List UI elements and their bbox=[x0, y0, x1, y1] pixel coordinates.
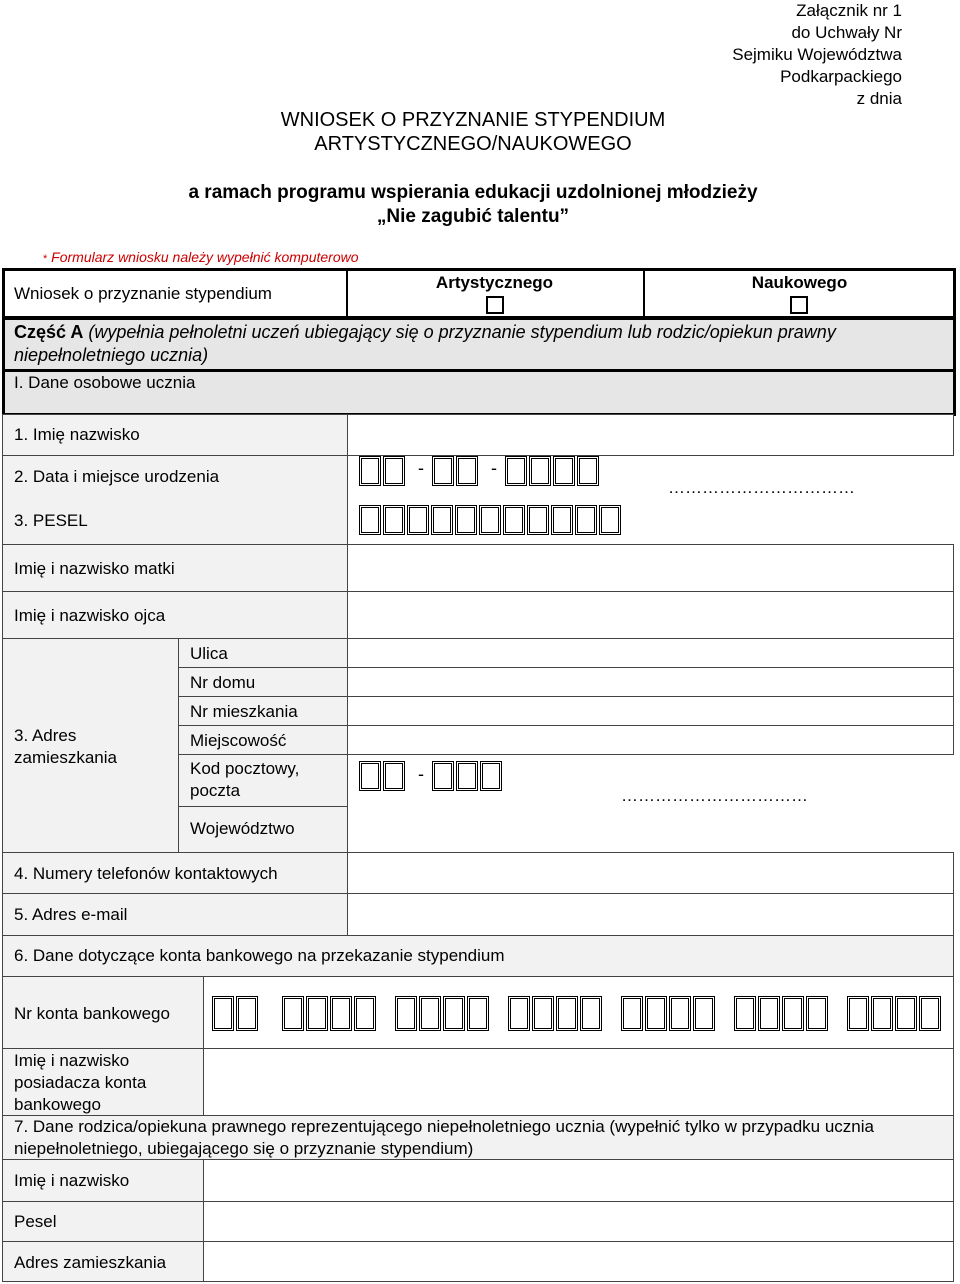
parent-address-label: Adres zamieszkania bbox=[14, 1253, 167, 1272]
account-digit[interactable] bbox=[236, 996, 258, 1031]
city-input[interactable] bbox=[347, 725, 954, 755]
phones-label: 4. Numery telefonów kontaktowych bbox=[14, 864, 278, 883]
annex-line: Podkarpackiego bbox=[780, 67, 902, 86]
date-dash: - bbox=[418, 458, 424, 478]
postal-label: Kod pocztowy, poczta bbox=[190, 759, 300, 800]
pesel-digit[interactable] bbox=[383, 505, 405, 535]
account-label: Nr konta bankowego bbox=[14, 1004, 170, 1023]
postal-dash: - bbox=[418, 764, 424, 784]
pesel-digit[interactable] bbox=[479, 505, 501, 535]
account-digit[interactable] bbox=[669, 996, 691, 1031]
phones-input[interactable] bbox=[347, 852, 954, 894]
pesel-digit[interactable] bbox=[551, 505, 573, 535]
scientific-checkbox[interactable] bbox=[790, 296, 808, 314]
computer-fill-note bbox=[43, 249, 359, 265]
annex-line: Sejmiku Województwa bbox=[732, 45, 902, 64]
name-input[interactable] bbox=[347, 414, 954, 456]
pesel-digit[interactable] bbox=[527, 505, 549, 535]
birth-place-dots: …………………………… bbox=[668, 478, 855, 497]
section-1-title: I. Dane osobowe ucznia bbox=[14, 373, 196, 392]
birth-label: 2. Data i miejsce urodzenia bbox=[14, 467, 220, 486]
parent-address-input[interactable] bbox=[203, 1241, 954, 1282]
option-scientific-label: Naukowego bbox=[751, 273, 848, 292]
post-office-dots: …………………………… bbox=[621, 786, 808, 805]
date-dash: - bbox=[491, 458, 497, 478]
annex-line: do Uchwały Nr bbox=[791, 23, 902, 42]
pesel-digit[interactable] bbox=[359, 505, 381, 535]
birth-date-digit[interactable] bbox=[383, 456, 405, 486]
house-input[interactable] bbox=[347, 667, 954, 697]
bank-section-label: 6. Dane dotyczące konta bankowego na przekazanie stypendium bbox=[14, 946, 505, 965]
account-digit[interactable] bbox=[443, 996, 465, 1031]
program-subtitle-line1: a ramach programu wspierania edukacji uzdolnionej młodzieży bbox=[188, 182, 758, 203]
pesel-digit[interactable] bbox=[575, 505, 597, 535]
street-input[interactable] bbox=[347, 638, 954, 668]
postal-digit[interactable] bbox=[456, 761, 478, 791]
street-label: Ulica bbox=[190, 644, 228, 663]
postal-digit[interactable] bbox=[383, 761, 405, 791]
account-digit[interactable] bbox=[806, 996, 828, 1031]
pesel-label: 3. PESEL bbox=[14, 511, 88, 530]
account-digit[interactable] bbox=[467, 996, 489, 1031]
part-a-description bbox=[14, 321, 944, 367]
program-subtitle bbox=[0, 181, 946, 229]
program-subtitle-line2: „Nie zagubić talentu” bbox=[376, 206, 570, 227]
holder-label: Imię i nazwisko posiadacza konta bankowego bbox=[14, 1051, 147, 1114]
scholarship-type-label: Wniosek o przyznanie stypendium bbox=[14, 284, 272, 303]
postal-digit[interactable] bbox=[480, 761, 502, 791]
account-digit[interactable] bbox=[758, 996, 780, 1031]
holder-input[interactable] bbox=[203, 1048, 954, 1116]
parent-pesel-label: Pesel bbox=[14, 1212, 57, 1231]
account-digit[interactable] bbox=[395, 996, 417, 1031]
father-input[interactable] bbox=[347, 591, 954, 639]
birth-date-digit[interactable] bbox=[553, 456, 575, 486]
pesel-digit[interactable] bbox=[599, 505, 621, 535]
form-title bbox=[0, 108, 946, 156]
email-input[interactable] bbox=[347, 893, 954, 936]
flat-label: Nr mieszkania bbox=[190, 702, 298, 721]
parent-pesel-input[interactable] bbox=[203, 1201, 954, 1242]
account-digit[interactable] bbox=[621, 996, 643, 1031]
account-digit[interactable] bbox=[782, 996, 804, 1031]
account-digit[interactable] bbox=[419, 996, 441, 1031]
mother-input[interactable] bbox=[347, 544, 954, 592]
account-digit[interactable] bbox=[330, 996, 352, 1031]
form-title-line1: WNIOSEK O PRZYZNANIE STYPENDIUM bbox=[280, 109, 666, 131]
asterisk-icon: * bbox=[43, 253, 48, 265]
pesel-digit[interactable] bbox=[503, 505, 525, 535]
account-digit[interactable] bbox=[734, 996, 756, 1031]
email-label: 5. Adres e-mail bbox=[14, 905, 128, 924]
account-digit[interactable] bbox=[847, 996, 869, 1031]
postal-digit[interactable] bbox=[359, 761, 381, 791]
birth-date-digit[interactable] bbox=[359, 456, 381, 486]
birth-date-digit[interactable] bbox=[505, 456, 527, 486]
account-digit[interactable] bbox=[693, 996, 715, 1031]
account-digit[interactable] bbox=[508, 996, 530, 1031]
name-label: 1. Imię nazwisko bbox=[14, 425, 140, 444]
account-digit[interactable] bbox=[212, 996, 234, 1031]
account-digit[interactable] bbox=[354, 996, 376, 1031]
account-digit[interactable] bbox=[895, 996, 917, 1031]
house-label: Nr domu bbox=[190, 673, 256, 692]
parent-name-label: Imię i nazwisko bbox=[14, 1171, 130, 1190]
postal-digit[interactable] bbox=[432, 761, 454, 791]
note-text: Formularz wniosku należy wypełnić komputerowo bbox=[51, 249, 359, 265]
birth-date-digit[interactable] bbox=[577, 456, 599, 486]
parent-name-input[interactable] bbox=[203, 1159, 954, 1202]
pesel-digit[interactable] bbox=[407, 505, 429, 535]
flat-input[interactable] bbox=[347, 696, 954, 726]
artistic-checkbox[interactable] bbox=[486, 296, 504, 314]
pesel-digit[interactable] bbox=[455, 505, 477, 535]
annex-header bbox=[732, 0, 902, 110]
mother-label: Imię i nazwisko matki bbox=[14, 559, 175, 578]
address-label: 3. Adres zamieszkania bbox=[14, 726, 117, 767]
part-a-prefix: Część A bbox=[14, 322, 84, 342]
birth-date-digit[interactable] bbox=[456, 456, 478, 486]
account-digit[interactable] bbox=[919, 996, 941, 1031]
city-label: Miejscowość bbox=[190, 731, 287, 750]
pesel-digit[interactable] bbox=[431, 505, 453, 535]
annex-line: Załącznik nr 1 bbox=[796, 1, 902, 20]
account-digit[interactable] bbox=[556, 996, 578, 1031]
birth-date-digit[interactable] bbox=[529, 456, 551, 486]
account-digit[interactable] bbox=[580, 996, 602, 1031]
account-digit[interactable] bbox=[306, 996, 328, 1031]
account-digit[interactable] bbox=[871, 996, 893, 1031]
account-digit[interactable] bbox=[282, 996, 304, 1031]
account-digit[interactable] bbox=[532, 996, 554, 1031]
account-digit[interactable] bbox=[645, 996, 667, 1031]
father-label: Imię i nazwisko ojca bbox=[14, 606, 166, 625]
part-a-text: (wypełnia pełnoletni uczeń ubiegający się o przyznanie stypendium lub rodzic/opiekun prawny niepełnoletniego ucznia) bbox=[14, 322, 836, 365]
voivodeship-label: Województwo bbox=[190, 819, 295, 838]
annex-line: z dnia bbox=[856, 89, 902, 108]
option-artistic-label: Artystycznego bbox=[435, 273, 554, 292]
parent-section-label: 7. Dane rodzica/opiekuna prawnego reprezentującego niepełnoletniego ucznia (wypełnić tylko w przypadku ucznia niepełnoletniego, ubiegającego się o przyznanie stypendium) bbox=[14, 1117, 874, 1158]
birth-date-digit[interactable] bbox=[432, 456, 454, 486]
form-title-line2: ARTYSTYCZNEGO/NAUKOWEGO bbox=[314, 133, 632, 155]
